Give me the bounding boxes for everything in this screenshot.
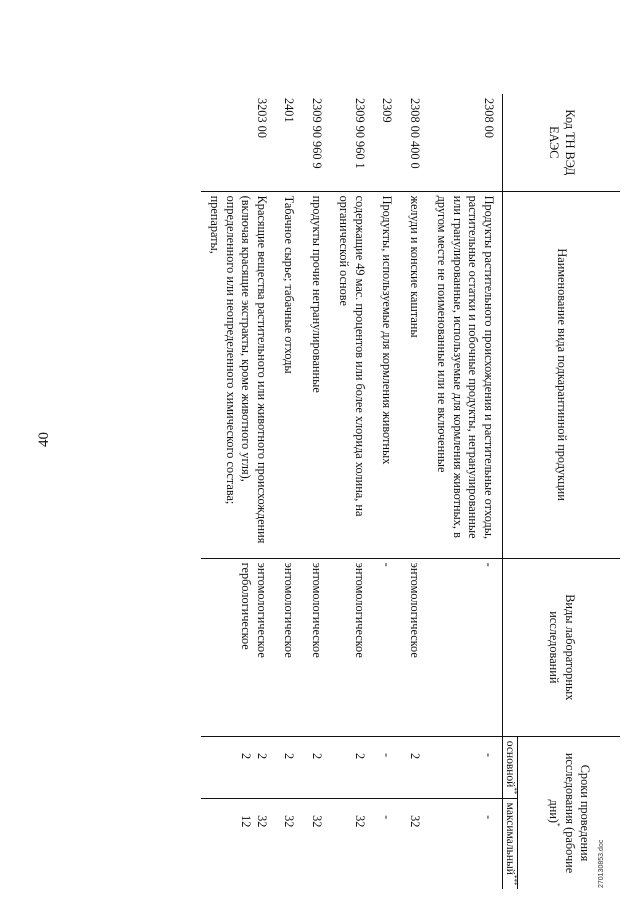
lab-type: энтомологическое (282, 562, 297, 658)
footnote-mark: * (553, 823, 562, 827)
lab-type: энтомологическое (255, 562, 269, 658)
name-cell: Продукты растительного происхождения и растительные отходы, растительные остатки и побочные продукты, негранулированные или гранулированные, используемые для кормления животных, в другом месте не поименованные или не включенные (428, 191, 503, 558)
quarantine-products-table (201, 94, 620, 889)
code-cell: 2401 (282, 98, 297, 123)
basic-value: 2 (239, 753, 254, 760)
table-row (275, 94, 303, 889)
basic-value: - (380, 753, 395, 758)
name-cell: содержащие 49 мас. процентов или более хлорида холина, на органической основе (330, 191, 373, 558)
basic-value: 2 (353, 753, 367, 760)
basic-value: 2 (408, 753, 422, 760)
header-basic-text: основной (504, 740, 517, 788)
rotated-table-page (80, 94, 620, 889)
max-value: 32 (282, 815, 297, 828)
types-cell (275, 558, 303, 736)
table-row (401, 94, 429, 889)
header-terms-text: Сроки проведения исследования (рабочие дни) (547, 752, 593, 874)
header-max (503, 799, 518, 889)
basic-cell (201, 737, 275, 799)
name-cell: продукты прочие негранулированные (303, 191, 331, 558)
basic-cell (330, 737, 373, 799)
max-cell (303, 799, 331, 889)
max-value: - (482, 815, 496, 820)
lab-type: - (380, 562, 395, 567)
basic-cell (428, 737, 503, 799)
header-basic (503, 737, 518, 799)
max-value: 32 (310, 815, 324, 828)
types-cell (201, 558, 275, 736)
lab-type: - (482, 562, 496, 567)
table-row (201, 94, 275, 889)
code-cell: 3203 00 (255, 98, 269, 138)
max-value: 12 (239, 815, 254, 828)
name-cell: Продукты, используемые для кормления животных (373, 191, 401, 558)
header-max-text: максимальный (504, 802, 517, 875)
lab-type: энтомологическое (310, 562, 324, 658)
basic-value: - (482, 753, 496, 758)
types-cell (303, 558, 331, 736)
max-value: - (380, 815, 395, 820)
lab-type: гербологическое (239, 562, 254, 650)
name-cell: Красящие вещества растительного или животного происхождения (включая красящие экстракты, кроме животного угля), определенного или неопределенного химического состава; препараты, (201, 191, 275, 558)
lab-type: энтомологическое (408, 562, 422, 658)
footnote-mark: ** (510, 787, 519, 795)
max-cell (428, 799, 503, 889)
types-cell (401, 558, 429, 736)
lab-type: энтомологическое (353, 562, 367, 658)
table-row (330, 94, 373, 889)
types-cell (428, 558, 503, 736)
basic-cell (275, 737, 303, 799)
table-row (373, 94, 401, 889)
name-cell: Табачное сырье; табачные отходы (275, 191, 303, 558)
max-cell (330, 799, 373, 889)
max-cell (401, 799, 429, 889)
code-cell: 2309 90 960 9 (310, 98, 324, 169)
max-cell (201, 799, 275, 889)
header-product-name: Наименование вида подкарантинной продукции (503, 191, 621, 558)
code-cell: 2308 00 400 0 (408, 98, 422, 169)
max-cell (373, 799, 401, 889)
types-cell (330, 558, 373, 736)
table-row (303, 94, 331, 889)
header-lab-types: Виды лабораторных исследований (503, 558, 621, 736)
code-cell: 2309 (380, 98, 395, 123)
code-cell: 2309 90 960 1 (353, 98, 367, 169)
header-terms (518, 737, 621, 889)
page-number: 40 (36, 432, 52, 447)
basic-value: 2 (310, 753, 324, 760)
basic-cell (401, 737, 429, 799)
types-cell (373, 558, 401, 736)
max-value: 32 (353, 815, 367, 828)
code-cell: 2308 00 (482, 98, 496, 138)
basic-value: 2 (255, 753, 269, 760)
basic-cell (373, 737, 401, 799)
name-cell: желуди и конские каштаны (401, 191, 429, 558)
header-code: Код ТН ВЭД ЕАЭС (503, 94, 621, 191)
max-value: 32 (255, 815, 269, 828)
basic-cell (303, 737, 331, 799)
basic-value: 2 (282, 753, 297, 760)
footnote-mark: *** (510, 874, 519, 886)
max-value: 32 (408, 815, 422, 828)
max-cell (275, 799, 303, 889)
document-filename: 270130853.doc (598, 839, 605, 888)
table-row (428, 94, 503, 889)
